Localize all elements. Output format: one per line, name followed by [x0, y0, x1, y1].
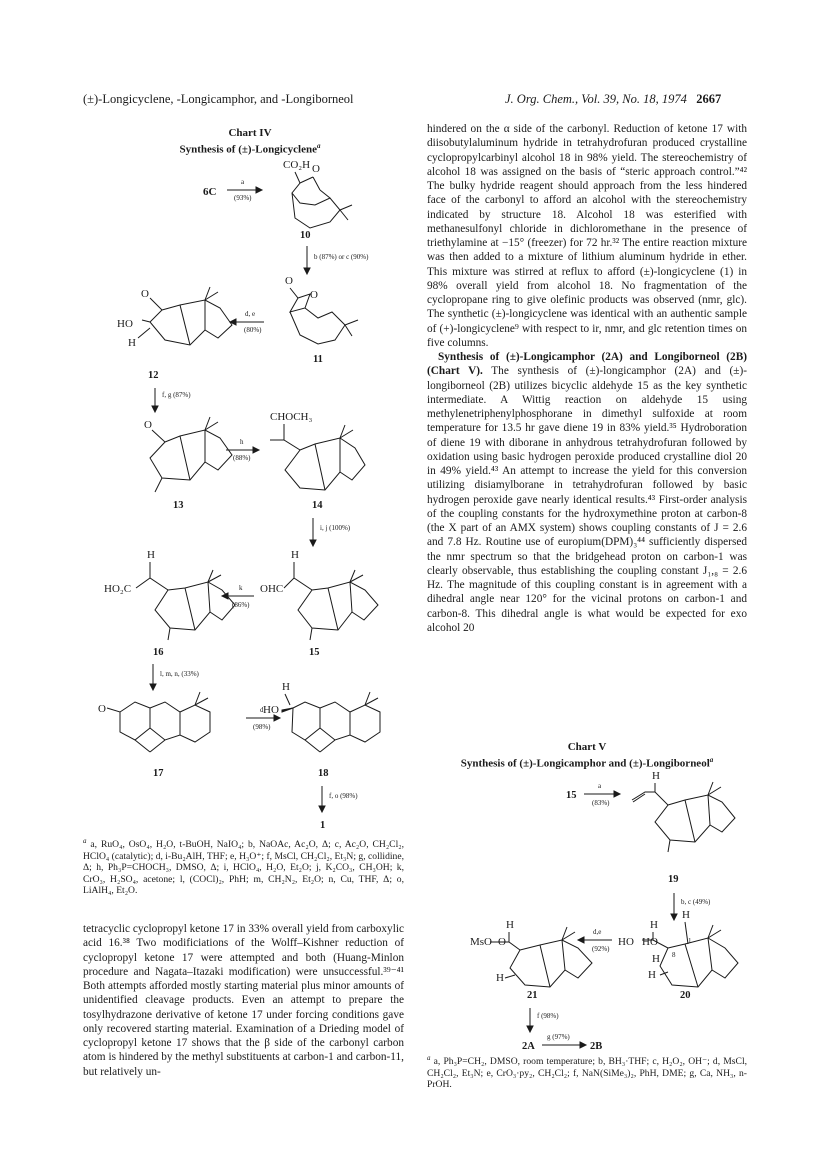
- compound-21-label: 21: [527, 990, 538, 1001]
- chart-iv-label: Chart IV: [228, 127, 272, 139]
- compound-16-label: 16: [153, 647, 164, 658]
- compound-11-label: 11: [313, 354, 323, 365]
- keto-o-13: O: [144, 419, 152, 431]
- compound-20-label: 20: [680, 990, 691, 1001]
- h-group-18: H: [282, 681, 290, 693]
- h-group-21a: H: [506, 919, 514, 931]
- h-group-20c: H: [652, 953, 660, 965]
- chart-v-footnote: [427, 1053, 747, 1091]
- chart-iv-footnote-marker: a: [316, 142, 321, 150]
- reagent-lmn: l, m, n, (33%): [160, 670, 199, 678]
- compound-15-v-label: 15: [566, 790, 577, 801]
- h-group-20d: H: [648, 969, 656, 981]
- reagent-h-yield: (88%): [233, 454, 251, 462]
- structure-21: [470, 919, 592, 987]
- chart-v-subtitle: Synthesis of (±)-Longicamphor and (±)-Longiborneol: [460, 757, 710, 770]
- reagent-v-g: g (97%): [547, 1033, 570, 1041]
- right-paragraph-2-text: The synthesis of (±)-longicamphor (2A) and (±)-longiborneol (2B) utilizes bicyclic aldehyde 15 as the key synthetic intermediate. A Wittig reaction on aldehyde 15 using methylenetriphenylphosphorane in dimethyl sulfoxide at room temperature for 13.5 hr gave diene 19 in 83% yield.³⁵ Hydroboration of diene 19 with diborane in anhydrous tetrahydrofuran followed by oxidation using basic hydrogen peroxide produced crystalline diol 20 in 49% yield.⁴³ An attempt to increase the yield for this conversion utilizing disiamylborane in tetrahydrofuran followed by basic hydrogen peroxide gave nearly identical results.⁴³ First-order analysis of the coupling constants for the hydroxymethine proton at carbon-8 (the X part of an AMX system) shows coupling constants of J = 2.6 and 7.8 Hz. Routine use of europium(DPM)₃⁴⁴ sufficiently dispersed the nmr spectrum so that the bridgehead proton on carbon-1 was clearly observable, thus establishing the coupling constant J₁,₈ = 2.6 Hz. The magnitude of this coupling constant is in agreement with a dihedral angle near 120° for the vicinal protons on carbon-1 and carbon-8. This dihedral angle is what would be expected for exo alcohol 20: [427, 365, 747, 634]
- ho-group-20b: HO: [642, 936, 658, 948]
- aldehyde-group-15: OHC: [260, 583, 284, 595]
- reagent-fo: f, o (98%): [329, 792, 358, 800]
- ho-group-12: HO: [117, 318, 133, 330]
- lactone-o-11b: O: [310, 289, 318, 301]
- keto-o-12: O: [141, 288, 149, 300]
- chart-v-footnote-marker: a: [709, 756, 714, 764]
- h-group-20b: H: [682, 909, 690, 921]
- enol-ether-group: CHOCH₃: [270, 411, 313, 423]
- running-title: (±)-Longicyclene, -Longicamphor, and -Longiborneol: [83, 92, 354, 106]
- h-group-19: H: [652, 770, 660, 782]
- h-group-15: H: [291, 549, 299, 561]
- reagent-d: d: [260, 706, 264, 714]
- left-paragraph: tetracyclic cyclopropyl ketone 17 in 33% overall yield from carboxylic acid 16.³⁸ Two modificiations of the Wolff–Kishner reduction of cyclopropyl ketone 17 were attempted and both (Huang-Minlon procedure and Nagata–Itazaki modification) were unsuccessful.³⁹⁻⁴¹ Both attempts afforded mostly starting material plus minor amounts of unidentified cleavage products. Even an attempt to prepare the tosylhydrazone derivative of ketone 17 under forcing conditions gave only recovered starting material. Examination of a Drieding model of cyclopropyl ketone 17 shows that the β side of the carbonyl carbon atom is hindered by the methyl substituents at carbon-1 and carbon-11, but relatively un-: [83, 923, 404, 1078]
- carboxyl-group-16: HO₂C: [104, 583, 132, 595]
- reagent-ij: i, j (100%): [320, 524, 351, 532]
- ho-group-20a: HO: [618, 936, 634, 948]
- reagent-de: d, e: [245, 310, 256, 318]
- compound-19-label: 19: [668, 874, 679, 885]
- compound-18-label: 18: [318, 768, 329, 779]
- compound-13-label: 13: [173, 500, 184, 511]
- reagent-a-yield: (93%): [234, 194, 252, 202]
- reagent-k: k: [239, 584, 243, 592]
- keto-o-17: O: [98, 703, 106, 715]
- reagent-b: b (87%) or c (90%): [314, 253, 369, 261]
- structure-19: [632, 770, 735, 852]
- compound-12-label: 12: [148, 370, 159, 381]
- reagent-v-a: a: [598, 782, 602, 790]
- reagent-v-de: d,e: [593, 928, 602, 936]
- page-number: 2667: [696, 92, 722, 106]
- keto-o-10: O: [312, 163, 320, 175]
- compound-17-label: 17: [153, 768, 164, 779]
- journal-name: J. Org. Chem., Vol. 39, No. 18, 1974: [505, 92, 687, 106]
- reagent-h: h: [240, 438, 244, 446]
- compound-10-label: 10: [300, 230, 311, 241]
- structure-20: [618, 909, 738, 987]
- ho-group-18: HO: [263, 704, 279, 716]
- co2h-group: CO₂H: [283, 159, 311, 171]
- chart-v-footnote-text: a, Ph₃P=CH₂, DMSO, room temperature; b, BH₃·THF; c, H₂O₂, OH⁻; d, MsCl, CH₂Cl₂, Et₃N; e, CrO₃·py₂, CH₂Cl₂; f, NaN(SiMe₃)₂, PhH, DME; g, Ca, NH₃, n-PrOH.: [427, 1056, 748, 1091]
- chart-iv-subtitle: Synthesis of (±)-Longicyclene: [179, 143, 317, 156]
- h-group-16: H: [147, 549, 155, 561]
- h-group-12: H: [128, 337, 136, 349]
- h-group-21b: H: [496, 972, 504, 984]
- carbon-8-marker: 8: [672, 951, 676, 959]
- compound-6c-label: 6C: [203, 186, 217, 198]
- right-paragraph-1: hindered on the α side of the carbonyl. Reduction of ketone 17 with diisobutylaluminum hydride in tetrahydrofuran produced crystalline cyclopropylcarbinyl alcohol 18 in 98% yield. The stereochemistry of alcohol 18 was assigned on the basis of “steric approach control.”⁴² The bulky hydride reagent should approach from the less hindered face of the carbonyl to afford an alcohol with the stereochemistry indicated by structure 18. Alcohol 18 was esterified with methanesulfonyl chloride in dichloromethane in the presence of triethylamine at −15° (freezer) for 72 hr.³² The entire reaction mixture was then added to a mixture of lithium aluminum hydride in ether. This mixture was stirred at reflux to afford (±)-longicyclene (1) in 98% overall yield from alcohol 18. No fragmentation of the cyclopropane ring to give olefinic products was observed (nmr, glc). The synthetic (±)-longicyclene was identical with an authentic sample of (+)-longicyclene⁹ with respect to ir, nmr, and glc retention times on five columns.: [427, 123, 747, 349]
- reagent-v-a-yield: (83%): [592, 799, 610, 807]
- carbon-1-marker: 1: [688, 937, 692, 945]
- reagent-v-f: f (98%): [537, 1012, 559, 1020]
- compound-14-label: 14: [312, 500, 323, 511]
- section-heading: Synthesis of (±)-Longicamphor (2A) and Longiborneol (2B) (Chart V).: [427, 351, 747, 378]
- reagent-d-yield: (98%): [253, 723, 271, 731]
- reagent-v-de-yield: (92%): [592, 945, 610, 953]
- chart-v-label: Chart V: [567, 741, 607, 753]
- reagent-a: a: [241, 178, 245, 186]
- lactone-o-11a: O: [285, 275, 293, 287]
- keto-o-21: O: [498, 936, 506, 948]
- reagent-k-yield: (86%): [232, 601, 250, 609]
- compound-1-label: 1: [320, 820, 326, 831]
- compound-15-label: 15: [309, 647, 320, 658]
- chart-iv-footnote-text: a, RuO₄, OsO₄, H₂O, t-BuOH, NaIO₄; b, NaOAc, Ac₂O, Δ; c, Ac₂O, CH₂Cl₂, HClO₄ (catalytic); d, i-Bu₂AlH, THF; e, H₃O⁺; f, MsCl, CH₂Cl₂, Et₃N; g, collidine, Δ; h, Ph₃P=CHOCH₃, DMSO, Δ; i, HClO₄, H₂O, Et₂O; j, K₂CO₃, CH₃OH; k, CrO₃, H₂SO₄, acetone; l, (COCl)₂, PhH; m, CH₂N₂, Et₂O; n, Cu, THF, Δ; o, LiAlH₄, Et₂O.: [83, 839, 404, 897]
- mesylate-group: MsO: [470, 936, 493, 948]
- reagent-v-bc: b, c (49%): [681, 898, 711, 906]
- reagent-de-yield: (80%): [244, 326, 262, 334]
- reagent-fg: f, g (87%): [162, 391, 191, 399]
- chart-iv-footnote-sup: a: [83, 837, 87, 845]
- h-group-20a: H: [650, 919, 658, 931]
- compound-2b-label: 2B: [590, 1041, 603, 1052]
- compound-2a-label: 2A: [522, 1041, 535, 1052]
- chart-v-footnote-sup: a: [427, 1054, 431, 1062]
